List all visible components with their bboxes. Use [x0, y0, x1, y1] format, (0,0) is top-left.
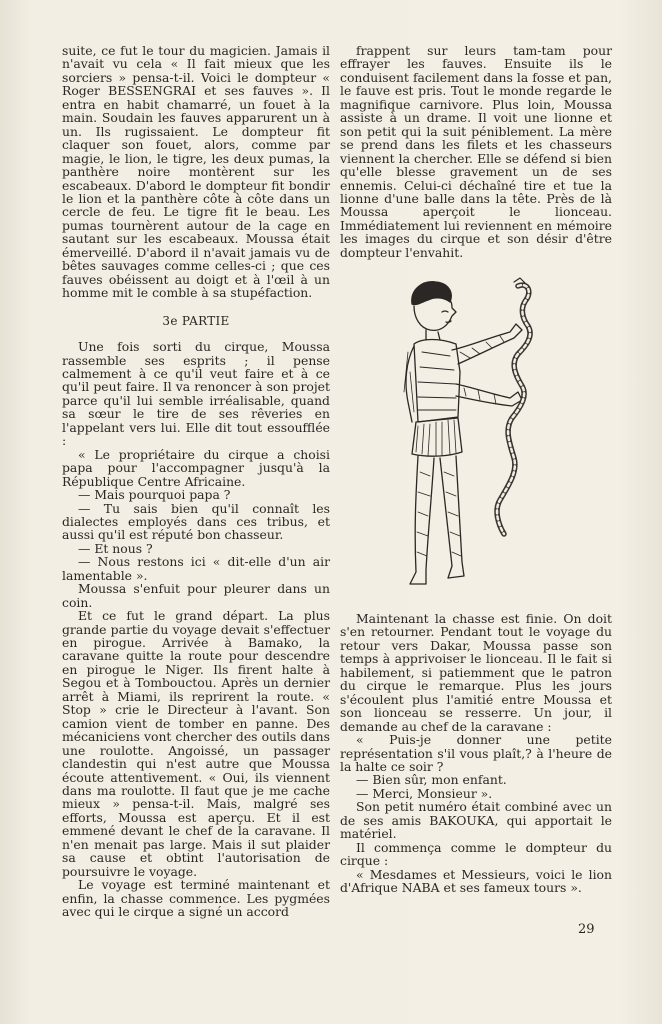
paragraph: suite, ce fut le tour du magicien. Jamais il n'avait vu cela « Il fait mieux que les sorciers » pensa-t-il. Voici le dompteur « Roger BESSENGRAI et ses fauves ». Il entra en habit chamarré, un fouet à la main. Soudain les fauves apparurent un à un. Ils rugissaient. Le dompteur fit claquer son fouet, alors, comme par magie, le lion, le tigre, les deux pumas, la panthère noire montèrent sur les escabeaux. D'abord le dompteur fit bondir le lion et la panthère côte à côte dans un cercle de feu. Le tigre fit le beau. Les pumas tournèrent autour de la cage en sautant sur les escabeaux. Moussa était émerveillé. D'abord il n'avait jamais vu de bêtes sauvages comme celles-ci ; que ces fauves obéissent au doigt et à l'œil à un homme mit le comble à sa stupéfaction.: [62, 43, 330, 301]
boy-holding-snake-drawing-icon: [400, 272, 550, 597]
paragraph: Son petit numéro était combiné avec un de ses amis BAKOUKA, qui apportait le matériel.: [340, 799, 612, 842]
right-column-top: [340, 44, 612, 259]
paragraph: frappent sur leurs tam-tam pour effrayer les fauves. Ensuite ils le conduisent facilement dans la fosse et pan, le fauve est pris. Tout le monde regarde le magnifique carnivore. Plus loin, Moussa assiste à un drame. Il voit une lionne et son petit qui la suit péniblement. La mère se prend dans les filets et les chasseurs viennent la chercher. Elle se défend si bien qu'elle blesse gravement un de ses ennemis. Celui-ci déchaîné tire et tue la lionne d'une balle dans la tête. Près de là Moussa aperçoit le lionceau. Immédiatement lui reviennent en mémoire les images du cirque et son désir d'être dompteur l'envahit.: [340, 43, 612, 260]
paragraph: Le voyage est terminé maintenant et enfin, la chasse commence. Les pygmées avec qui le cirque a signé un accord: [62, 877, 330, 920]
page-number: 29: [578, 922, 595, 937]
paragraph: — Mais pourquoi papa ?: [78, 487, 231, 503]
paragraph: Une fois sorti du cirque, Moussa rassemble ses esprits ; il pense calmement à ce qu'il veut faire et à ce qu'il peut faire. Il va renoncer à son projet parce qu'il lui semble irréalisable, quand sa sœur le tire de ses rêveries en l'appelant vers lui. Elle dit tout essoufflée :: [62, 339, 330, 449]
left-column: [62, 44, 330, 919]
paragraph: — Nous restons ici « dit-elle d'un air lamentable ».: [62, 554, 330, 583]
paragraph: Maintenant la chasse est finie. On doit s'en retourner. Pendant tout le voyage du retour vers Dakar, Moussa passe son temps à apprivoiser le lionceau. Il le fait si habilement, si patiemment que le patron du cirque le remarque. Plus les jours s'écoulent plus l'amitié entre Moussa et son lionceau se resserre. Un jour, il demande au chef de la caravane :: [340, 611, 612, 734]
paragraph: Et ce fut le grand départ. La plus grande partie du voyage devait s'effectuer en pirogue. Arrivée à Bamako, la caravane quitte la route pour descendre en pirogue le Niger. Ils firent halte à Segou et à Tombouctou. Après un dernier arrêt à Miami, ils reprirent la route. « Stop » crie le Directeur à l'avant. Son camion vient de tomber en panne. Des mécaniciens vont chercher des outils dans une roulotte. Angoissé, un passager clandestin qui n'est autre que Moussa écoute attentivement. « Oui, ils viennent dans ma roulotte. Il faut que je me cache mieux » pensa-t-il. Mais, malgré ses efforts, Moussa est aperçu. Et il est emmené devant le chef de la caravane. Il n'en menait pas large. Mais il sut plaider sa cause et obtint l'autorisation de poursuivre le voyage.: [62, 608, 330, 879]
paragraph: — Et nous ?: [78, 540, 153, 556]
paragraph: Il commença comme le dompteur du cirque :: [340, 839, 612, 869]
right-column-bottom: [340, 612, 612, 895]
paragraph: « Le propriétaire du cirque a choisi papa pour l'accompagner jusqu'à la République Centre Africaine.: [62, 446, 330, 489]
paragraph: — Bien sûr, mon enfant.: [356, 772, 507, 788]
paragraph: — Tu sais bien qu'il connaît les dialectes employés dans ces tribus, et aussi qu'il est réputé bon chasseur.: [62, 500, 330, 543]
section-heading: 3e PARTIE: [162, 313, 230, 328]
paragraph: — Merci, Monsieur ».: [356, 785, 493, 801]
paragraph: « Puis-je donner une petite représentation s'il vous plaît,? à l'heure de la halte ce soir ?: [340, 732, 612, 774]
paragraph: Moussa s'enfuit pour pleurer dans un coin.: [62, 581, 330, 610]
paragraph: « Mesdames et Messieurs, voici le lion d'Afrique NABA et ses fameux tours ».: [340, 866, 612, 896]
